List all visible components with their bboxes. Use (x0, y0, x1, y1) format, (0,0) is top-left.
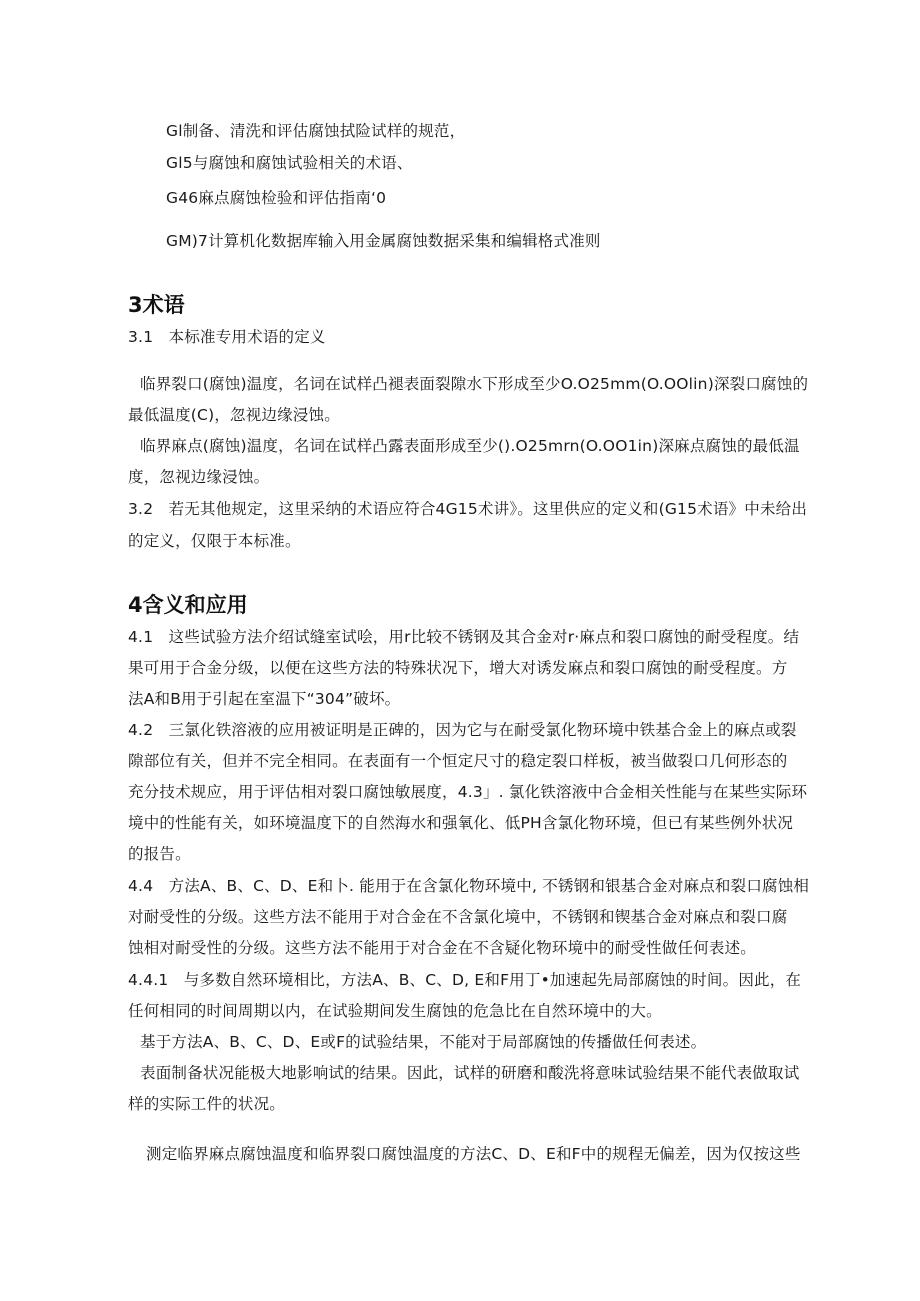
clause-line: 4.4 方法A、B、C、D、E和卜. 能用于在含氯化物环境中, 不锈钢和银基合金对麻点和裂口腐蚀相 (128, 877, 810, 895)
paragraph-line: 表面制备状况能极大地影响试的结果。因此，试样的研磨和酸洗将意味试验结果不能代表做取试 (140, 1064, 800, 1082)
paragraph-line: 果可用于合金分级，以便在这些方法的特殊状况下，增大对诱发麻点和裂口腐蚀的耐受程度。方 (128, 659, 788, 677)
paragraph-line: 样的实际工件的状况。 (128, 1095, 286, 1113)
paragraph-line: 境中的性能有关，如环境温度下的自然海水和强氧化、低PH含氯化物环境，但已有某些例外状况 (128, 814, 794, 832)
reference-item: GM)7计算机化数据库输入用金属腐蚀数据采集和编辑格式准则 (166, 232, 601, 250)
paragraph-line: 对耐受性的分级。这些方法不能用于对合金在不含氯化境中，不锈钢和锲基合金对麻点和裂口腐 (128, 908, 788, 926)
paragraph-line: 充分技术规应，用于评估相对裂口腐蚀敏展度，4.3」. 氯化铁溶液中合金相关性能与在某些实际环 (128, 783, 808, 801)
paragraph-line: 最低温度(C)，忽视边缘浸蚀。 (128, 406, 340, 424)
reference-item: Gl5与腐蚀和腐蚀试验相关的术语、 (166, 154, 413, 172)
reference-item: G46麻点腐蚀检验和评估指南‘0 (166, 189, 387, 207)
paragraph-line: 临界裂口(腐蚀)温度，名词在试样凸褪表面裂隙水下形成至少O.O25mm(O.OOlin)深裂口腐蚀的 (140, 375, 809, 393)
paragraph-line: 蚀相对耐受性的分级。这些方法不能用于对合金在不含疑化物环境中的耐受性做任何表述。 (128, 939, 757, 957)
section-heading: 3术语 (128, 293, 185, 317)
clause-line: 4.1 这些试验方法介绍试缝室试哙，用r比较不锈钢及其合金对r·麻点和裂口腐蚀的耐受程度。结 (128, 628, 800, 646)
clause-line: 3.2 若无其他规定，这里采纳的术语应符合4G15术讲》。这里供应的定义和(G15术语》中未给出 (128, 500, 808, 518)
paragraph-line: 测定临界麻点腐蚀温度和临界裂口腐蚀温度的方法C、D、E和F中的规程无偏差，因为仅按这些 (146, 1145, 801, 1163)
paragraph-line: 度，忽视边缘浸蚀。 (128, 468, 270, 486)
section-heading: 4含义和应用 (128, 593, 248, 617)
clause-line: 4.4.1 与多数自然环境相比，方法A、B、C、D, E和F用丁•加速起先局部腐蚀的时间。因此，在 (128, 971, 802, 989)
paragraph-line: 法A和B用于引起在室温下“304”破坏。 (128, 690, 401, 708)
clause-line: 4.2 三氯化铁溶液的应用被证明是正碑的，因为它与在耐受氯化物环境中铁基合金上的麻点或裂 (128, 721, 797, 739)
paragraph-line: 的报告。 (128, 845, 191, 863)
paragraph-line: 临界麻点(腐蚀)温度，名词在试样凸露表面形成至少().O25mrn(O.OO1in)深麻点腐蚀的最低温 (140, 437, 800, 455)
paragraph-line: 任何相同的时间周期以内，在试验期间发生腐蚀的危急比在自然环境中的大。 (128, 1002, 662, 1020)
reference-item: Gl制备、清洗和评估腐蚀拭险试样的规范， (166, 122, 466, 140)
paragraph-line: 的定义，仅限于本标准。 (128, 532, 301, 550)
paragraph-line: 隙部位有关，但并不完全相同。在表面有一个恒定尺寸的稳定裂口样板，被当做裂口几何形态的 (128, 752, 788, 770)
paragraph-line: 基于方法A、B、C、D、E或F的试验结果，不能对于局部腐蚀的传播做任何表述。 (140, 1033, 707, 1051)
clause-line: 3.1 本标准专用术语的定义 (128, 328, 326, 346)
